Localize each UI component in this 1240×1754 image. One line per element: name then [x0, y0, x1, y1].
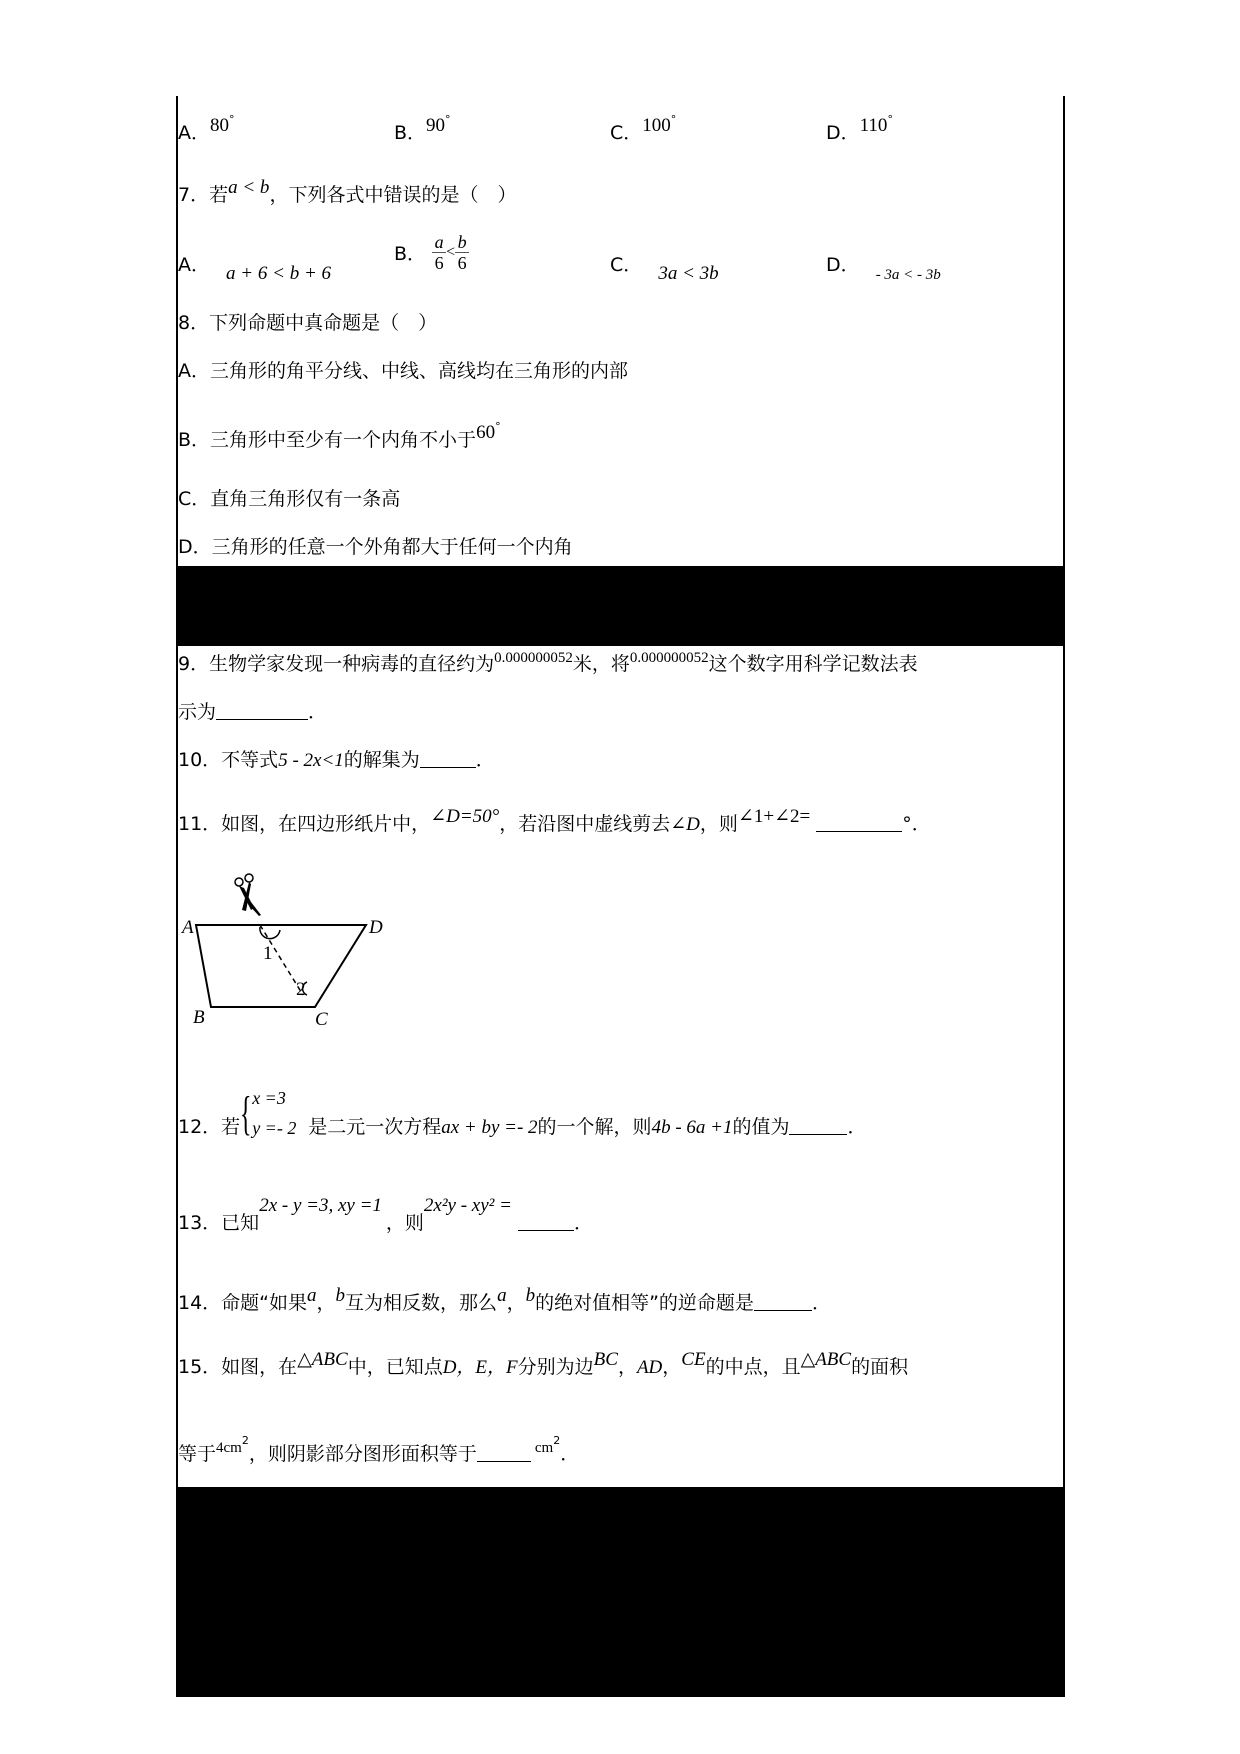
- q6-option-a[interactable]: A．80°: [178, 113, 235, 144]
- redaction-band-2: [176, 1487, 1065, 1697]
- q15-line-2: 等于$^{4cm2}$，则阴影部分图形面积等于 $^{cm2}$．: [178, 1434, 580, 1465]
- q7-option-c[interactable]: C． 3a < 3b: [610, 254, 719, 284]
- q12-answer-blank[interactable]: [789, 1116, 847, 1135]
- q8-option-b[interactable]: B．三角形中至少有一个内角不小于60°: [178, 420, 501, 451]
- q6-b-value: 90: [426, 115, 446, 136]
- q7-option-b[interactable]: B． $\frac{a}{6}$ < $\frac{b}{6}$: [394, 232, 469, 273]
- q8-option-a[interactable]: A．三角形的角平分线、中线、高线均在三角形的内部: [178, 360, 629, 382]
- q8-stem: 8．下列命题中真命题是（ ）: [178, 312, 438, 334]
- q14-answer-blank[interactable]: [754, 1292, 812, 1311]
- q7-option-d[interactable]: D． $_{- 3a < - 3b}$: [826, 254, 941, 283]
- q7-stem: 7．若a < b，下列各式中错误的是（ ）: [178, 177, 517, 206]
- q10: 10．不等式5 - 2x<1的解集为 ．: [178, 749, 495, 771]
- q8-option-d[interactable]: D．三角形的任意一个外角都大于任何一个内角: [178, 536, 573, 558]
- fraction-a-over-6: $\frac{a}{6}$: [432, 232, 446, 273]
- q14: 14．命题“如果a，b互为相反数，那么a，b的绝对值相等”的逆命题是 ．: [178, 1285, 831, 1314]
- quadrilateral-figure: [176, 870, 406, 1040]
- q6-option-d[interactable]: D．110°: [826, 113, 893, 144]
- right-border: [1063, 96, 1065, 1697]
- q6-option-b[interactable]: B．90°: [394, 113, 451, 144]
- q11-answer-blank[interactable]: [816, 813, 902, 832]
- q6-a-value: 80: [210, 115, 229, 136]
- q6-d-value: 110: [859, 115, 888, 136]
- q7-option-a[interactable]: A． a + 6 < b + 6: [178, 254, 332, 284]
- q13-answer-blank[interactable]: [518, 1212, 574, 1231]
- svg-text:A: A: [182, 917, 194, 938]
- redaction-band-1: [176, 566, 1065, 646]
- q6-option-c[interactable]: C．100°: [610, 113, 677, 144]
- q7-condition: a < b: [228, 177, 270, 198]
- svg-text:C: C: [315, 1009, 328, 1030]
- q9-line-2: 示为 ．: [178, 701, 328, 723]
- q11: 11．如图，在四边形纸片中，∠D=50°，若沿图中虚线剪去∠D，则∠1+∠2= °．: [178, 806, 931, 835]
- scissors-icon: [235, 874, 261, 916]
- q15-answer-blank[interactable]: [477, 1443, 531, 1462]
- q15-line-1: 15．如图，在△ABC中，已知点D，E，F分别为边BC，AD，CE的中点，且△ABC的面积: [178, 1349, 909, 1378]
- svg-text:1: 1: [263, 943, 273, 964]
- q6-c-value: 100: [642, 115, 671, 136]
- svg-text:B: B: [193, 1007, 205, 1028]
- q9-line-1: 9．生物学家发现一种病毒的直径约为$^{0.000000052}$米，将$^{0.000000052}$这个数字用科学记数法表: [178, 650, 918, 675]
- q10-answer-blank[interactable]: [420, 749, 476, 768]
- q12: 12．若 { x =3 y =- 2 是二元一次方程ax + by =- 2的一个解，则4b - 6a +1的值为 ．: [178, 1086, 867, 1140]
- q13: 13．已知2x - y =3, xy =1，则2x²y - xy² =．: [178, 1195, 593, 1234]
- fraction-b-over-6: $\frac{b}{6}$: [455, 232, 469, 273]
- q8-option-c[interactable]: C．直角三角形仅有一条高: [178, 488, 401, 510]
- svg-text:D: D: [369, 917, 383, 938]
- equation-system: { x =3 y =- 2: [240, 1086, 297, 1140]
- svg-text:2: 2: [296, 979, 306, 1000]
- q9-answer-blank[interactable]: [216, 701, 308, 720]
